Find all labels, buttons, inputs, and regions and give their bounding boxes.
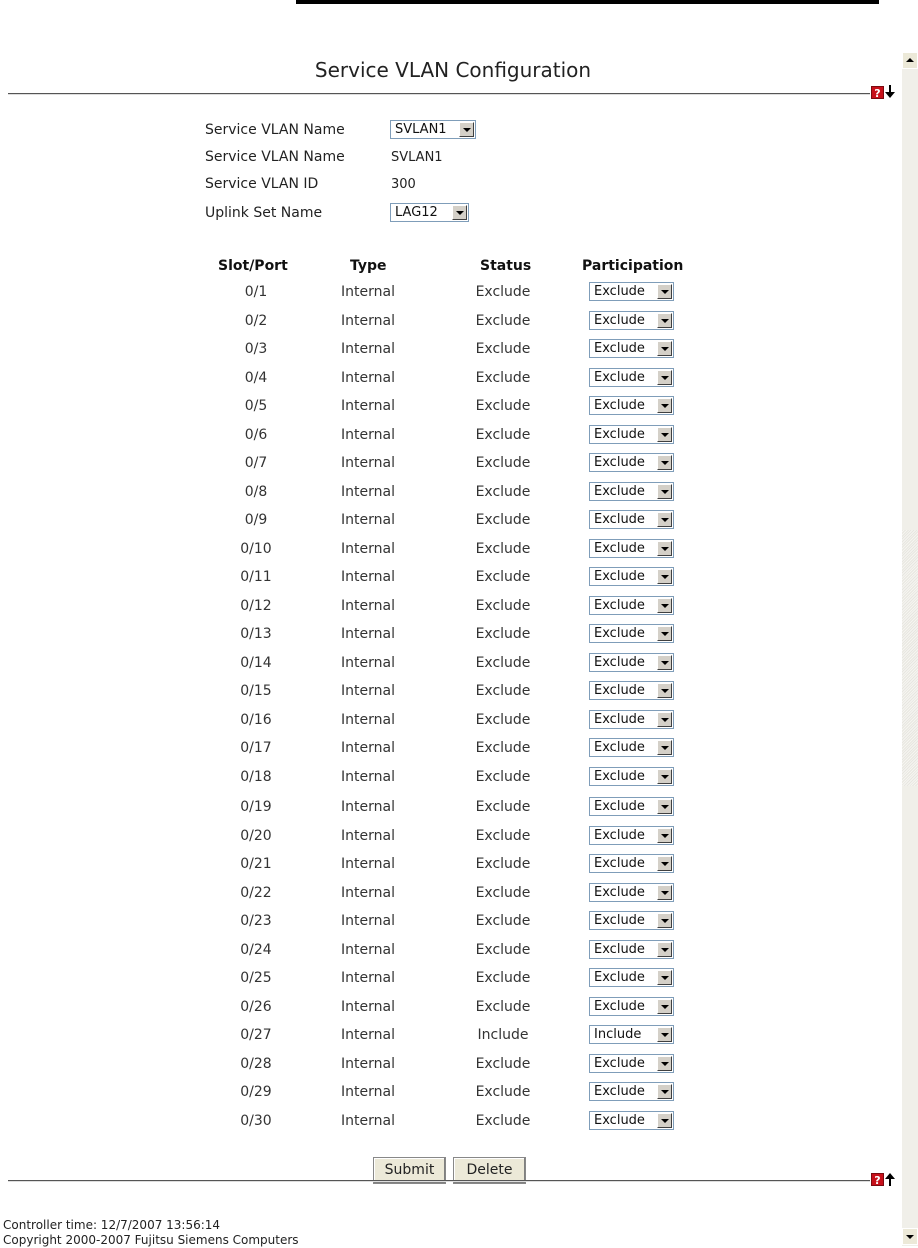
chevron-down-icon[interactable] [657, 913, 672, 928]
status-cell: Exclude [475, 541, 531, 557]
participation-select[interactable] [589, 1025, 674, 1044]
help-icon[interactable]: ? [871, 1173, 884, 1186]
uplink-set-label: Uplink Set Name [205, 205, 323, 221]
status-cell: Exclude [475, 885, 531, 901]
port-cell: 0/5 [244, 398, 268, 414]
status-cell: Exclude [475, 1056, 531, 1072]
participation-select[interactable] [589, 997, 674, 1016]
type-cell: Internal [341, 1027, 395, 1043]
status-cell: Exclude [475, 769, 531, 785]
arrow-up-icon[interactable] [885, 1172, 895, 1186]
service-vlan-id-value: 300 [391, 177, 416, 192]
chevron-down-icon[interactable] [657, 655, 672, 670]
service-vlan-name-label: Service VLAN Name [205, 149, 345, 165]
port-cell: 0/16 [240, 712, 272, 728]
type-cell: Internal [341, 598, 395, 614]
participation-select-value: Exclude [594, 370, 645, 385]
port-cell: 0/14 [240, 655, 272, 671]
status-cell: Exclude [475, 999, 531, 1015]
participation-select-value: Include [594, 1027, 642, 1042]
port-cell: 0/27 [240, 1027, 272, 1043]
port-cell: 0/26 [240, 999, 272, 1015]
type-cell: Internal [341, 512, 395, 528]
type-cell: Internal [341, 1084, 395, 1100]
type-cell: Internal [341, 856, 395, 872]
type-cell: Internal [341, 569, 395, 585]
type-cell: Internal [341, 913, 395, 929]
participation-select-value: Exclude [594, 712, 645, 727]
chevron-down-icon[interactable] [657, 370, 672, 385]
port-cell: 0/20 [240, 828, 272, 844]
chevron-down-icon[interactable] [657, 455, 672, 470]
participation-select[interactable] [589, 797, 674, 816]
participation-select[interactable] [589, 539, 674, 558]
column-header-slot-port: Slot/Port [218, 258, 288, 274]
participation-select[interactable] [589, 940, 674, 959]
port-cell: 0/9 [244, 512, 268, 528]
type-cell: Internal [341, 970, 395, 986]
port-cell: 0/30 [240, 1113, 272, 1129]
scroll-up-button[interactable] [902, 52, 918, 69]
chevron-down-icon[interactable] [657, 313, 672, 328]
participation-select[interactable] [589, 968, 674, 987]
status-cell: Exclude [475, 970, 531, 986]
status-cell: Exclude [475, 942, 531, 958]
status-cell: Exclude [475, 712, 531, 728]
participation-select-value: Exclude [594, 999, 645, 1014]
status-cell: Exclude [475, 427, 531, 443]
status-cell: Exclude [475, 398, 531, 414]
chevron-down-icon[interactable] [657, 427, 672, 442]
port-cell: 0/12 [240, 598, 272, 614]
participation-select[interactable] [589, 710, 674, 729]
participation-select[interactable] [589, 767, 674, 786]
chevron-down-icon[interactable] [657, 1113, 672, 1128]
type-cell: Internal [341, 626, 395, 642]
status-cell: Exclude [475, 913, 531, 929]
participation-select[interactable] [589, 396, 674, 415]
scrollbar-thumb[interactable] [902, 530, 918, 786]
type-cell: Internal [341, 284, 395, 300]
participation-select-value: Exclude [594, 512, 645, 527]
vertical-scrollbar[interactable] [902, 52, 918, 1246]
participation-select-value: Exclude [594, 1084, 645, 1099]
status-cell: Exclude [475, 655, 531, 671]
scroll-down-button[interactable] [902, 1228, 918, 1245]
title-divider [8, 93, 870, 95]
port-cell: 0/8 [244, 484, 268, 500]
participation-select[interactable] [589, 653, 674, 672]
status-cell: Exclude [475, 683, 531, 699]
port-cell: 0/24 [240, 942, 272, 958]
type-cell: Internal [341, 799, 395, 815]
port-cell: 0/25 [240, 970, 272, 986]
port-cell: 0/10 [240, 541, 272, 557]
participation-select-value: Exclude [594, 341, 645, 356]
port-cell: 0/15 [240, 683, 272, 699]
participation-select[interactable] [589, 282, 674, 301]
participation-select[interactable] [589, 681, 674, 700]
type-cell: Internal [341, 885, 395, 901]
chevron-down-icon[interactable] [657, 598, 672, 613]
participation-select-value: Exclude [594, 1113, 645, 1128]
column-header-status: Status [480, 258, 532, 274]
submit-button[interactable]: Submit [373, 1157, 446, 1184]
service-vlan-select-value: SVLAN1 [395, 122, 447, 137]
port-cell: 0/22 [240, 885, 272, 901]
participation-select[interactable] [589, 596, 674, 615]
participation-select-value: Exclude [594, 970, 645, 985]
status-cell: Exclude [475, 626, 531, 642]
port-cell: 0/29 [240, 1084, 272, 1100]
chevron-down-icon[interactable] [657, 284, 672, 299]
type-cell: Internal [341, 427, 395, 443]
footer-divider [8, 1180, 870, 1182]
help-icon[interactable]: ? [871, 86, 884, 99]
type-cell: Internal [341, 769, 395, 785]
port-cell: 0/6 [244, 427, 268, 443]
chevron-down-icon[interactable] [657, 683, 672, 698]
chevron-down-icon[interactable] [657, 712, 672, 727]
type-cell: Internal [341, 1113, 395, 1129]
type-cell: Internal [341, 683, 395, 699]
status-cell: Exclude [475, 1113, 531, 1129]
participation-select[interactable] [589, 911, 674, 930]
participation-select-value: Exclude [594, 398, 645, 413]
chevron-down-icon[interactable] [657, 626, 672, 641]
participation-select[interactable] [589, 482, 674, 501]
participation-select-value: Exclude [594, 942, 645, 957]
port-cell: 0/28 [240, 1056, 272, 1072]
arrow-down-icon[interactable] [885, 85, 895, 99]
participation-select-value: Exclude [594, 740, 645, 755]
type-cell: Internal [341, 370, 395, 386]
participation-select[interactable] [589, 453, 674, 472]
port-cell: 0/21 [240, 856, 272, 872]
participation-select[interactable] [589, 883, 674, 902]
chevron-down-icon[interactable] [657, 569, 672, 584]
chevron-down-icon[interactable] [657, 942, 672, 957]
participation-select-value: Exclude [594, 828, 645, 843]
participation-select[interactable] [589, 510, 674, 529]
participation-select[interactable] [589, 826, 674, 845]
participation-select-value: Exclude [594, 313, 645, 328]
service-vlan-name-value: SVLAN1 [391, 150, 443, 165]
port-cell: 0/1 [244, 284, 268, 300]
chevron-down-icon[interactable] [657, 484, 672, 499]
column-header-type: Type [350, 258, 387, 274]
service-vlan-select-label: Service VLAN Name [205, 122, 345, 138]
participation-select[interactable] [589, 1111, 674, 1130]
type-cell: Internal [341, 828, 395, 844]
status-cell: Exclude [475, 740, 531, 756]
port-cell: 0/11 [240, 569, 272, 585]
participation-select[interactable] [589, 738, 674, 757]
chevron-down-icon[interactable] [657, 799, 672, 814]
type-cell: Internal [341, 455, 395, 471]
participation-select[interactable] [589, 425, 674, 444]
port-cell: 0/18 [240, 769, 272, 785]
service-vlan-select[interactable] [390, 120, 476, 139]
chevron-down-icon[interactable] [452, 205, 467, 220]
chevron-down-icon[interactable] [657, 1084, 672, 1099]
chevron-down-icon[interactable] [657, 828, 672, 843]
controller-time: Controller time: 12/7/2007 13:56:14 [3, 1218, 221, 1232]
port-cell: 0/19 [240, 799, 272, 815]
column-header-participation: Participation [582, 258, 684, 274]
port-cell: 0/23 [240, 913, 272, 929]
type-cell: Internal [341, 313, 395, 329]
chevron-down-icon[interactable] [657, 512, 672, 527]
participation-select-value: Exclude [594, 484, 645, 499]
type-cell: Internal [341, 655, 395, 671]
caret-down-icon [903, 1229, 917, 1244]
type-cell: Internal [341, 740, 395, 756]
chevron-down-icon[interactable] [459, 122, 474, 137]
chevron-down-icon[interactable] [657, 541, 672, 556]
status-cell: Exclude [475, 799, 531, 815]
page-title: Service VLAN Configuration [314, 58, 592, 82]
participation-select[interactable] [589, 339, 674, 358]
chevron-down-icon[interactable] [657, 341, 672, 356]
chevron-down-icon[interactable] [657, 885, 672, 900]
status-cell: Exclude [475, 856, 531, 872]
port-cell: 0/4 [244, 370, 268, 386]
top-divider-bar [296, 0, 879, 4]
participation-select-value: Exclude [594, 885, 645, 900]
chevron-down-icon[interactable] [657, 740, 672, 755]
status-cell: Exclude [475, 1084, 531, 1100]
status-cell: Include [477, 1027, 529, 1043]
participation-select[interactable] [589, 1082, 674, 1101]
status-cell: Exclude [475, 370, 531, 386]
participation-select[interactable] [589, 567, 674, 586]
chevron-down-icon[interactable] [657, 970, 672, 985]
type-cell: Internal [341, 942, 395, 958]
participation-select[interactable] [589, 1054, 674, 1073]
status-cell: Exclude [475, 455, 531, 471]
participation-select[interactable] [589, 311, 674, 330]
port-cell: 0/3 [244, 341, 268, 357]
service-vlan-id-label: Service VLAN ID [205, 176, 319, 192]
participation-select-value: Exclude [594, 913, 645, 928]
participation-select-value: Exclude [594, 769, 645, 784]
participation-select-value: Exclude [594, 427, 645, 442]
port-cell: 0/2 [244, 313, 268, 329]
participation-select-value: Exclude [594, 683, 645, 698]
status-cell: Exclude [475, 569, 531, 585]
type-cell: Internal [341, 1056, 395, 1072]
participation-select-value: Exclude [594, 856, 645, 871]
type-cell: Internal [341, 999, 395, 1015]
participation-select-value: Exclude [594, 598, 645, 613]
type-cell: Internal [341, 484, 395, 500]
copyright: Copyright 2000-2007 Fujitsu Siemens Computers [3, 1233, 299, 1247]
delete-button[interactable]: Delete [453, 1157, 526, 1184]
participation-select-value: Exclude [594, 799, 645, 814]
chevron-down-icon[interactable] [657, 999, 672, 1014]
port-cell: 0/7 [244, 455, 268, 471]
status-cell: Exclude [475, 313, 531, 329]
chevron-down-icon[interactable] [657, 1027, 672, 1042]
chevron-down-icon[interactable] [657, 1056, 672, 1071]
status-cell: Exclude [475, 828, 531, 844]
status-cell: Exclude [475, 598, 531, 614]
participation-select-value: Exclude [594, 455, 645, 470]
status-cell: Exclude [475, 284, 531, 300]
type-cell: Internal [341, 541, 395, 557]
chevron-down-icon[interactable] [657, 856, 672, 871]
type-cell: Internal [341, 398, 395, 414]
participation-select-value: Exclude [594, 655, 645, 670]
port-cell: 0/17 [240, 740, 272, 756]
participation-select-value: Exclude [594, 284, 645, 299]
port-cell: 0/13 [240, 626, 272, 642]
participation-select[interactable] [589, 368, 674, 387]
participation-select-value: Exclude [594, 626, 645, 641]
chevron-down-icon[interactable] [657, 398, 672, 413]
participation-select-value: Exclude [594, 569, 645, 584]
chevron-down-icon[interactable] [657, 769, 672, 784]
status-cell: Exclude [475, 341, 531, 357]
uplink-set-select-value: LAG12 [395, 205, 438, 220]
participation-select[interactable] [589, 854, 674, 873]
status-cell: Exclude [475, 484, 531, 500]
type-cell: Internal [341, 712, 395, 728]
participation-select-value: Exclude [594, 541, 645, 556]
uplink-set-select[interactable] [390, 203, 469, 222]
status-cell: Exclude [475, 512, 531, 528]
participation-select[interactable] [589, 624, 674, 643]
participation-select-value: Exclude [594, 1056, 645, 1071]
caret-up-icon [903, 53, 917, 68]
type-cell: Internal [341, 341, 395, 357]
